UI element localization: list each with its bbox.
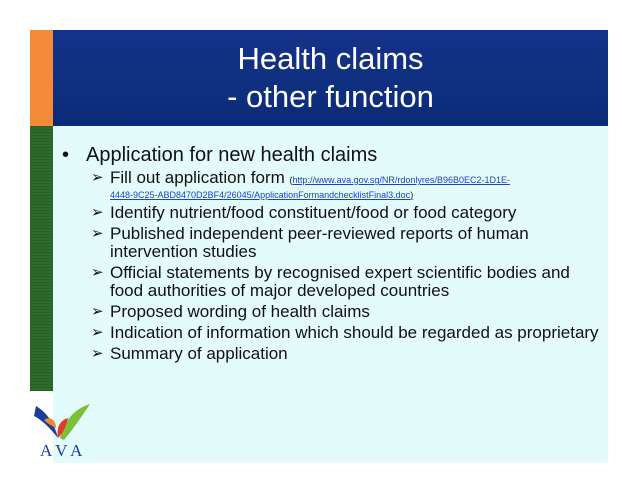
url-close-paren: ) xyxy=(410,190,414,200)
slide-title xyxy=(53,40,608,116)
sub-bullet-list xyxy=(62,169,602,363)
list-item-text: Proposed wording of health claims xyxy=(110,302,370,321)
logo-text: AVA xyxy=(40,441,88,460)
orange-accent-bar xyxy=(30,30,53,126)
list-item-text: Identify nutrient/food constituent/food or food category xyxy=(110,203,517,222)
list-item xyxy=(62,324,602,342)
bullet-dot-icon: • xyxy=(62,144,70,166)
arrow-bullet-icon: ➢ xyxy=(91,345,104,362)
application-form-link-cont[interactable]: 4448-9C25-ABD8470D2BF4/26045/ApplicationFormandchecklistFinal3.doc xyxy=(110,190,411,200)
list-item-text: Indication of information which should be regarded as proprietary xyxy=(110,323,599,342)
slide-body xyxy=(62,143,602,366)
arrow-bullet-icon: ➢ xyxy=(91,303,104,320)
list-item xyxy=(62,264,602,300)
title-line-1: Health claims xyxy=(237,41,424,76)
arrow-bullet-icon: ➢ xyxy=(91,225,104,242)
list-item-text: Official statements by recognised expert scientific bodies and food authorities of major developed countries xyxy=(110,263,570,300)
list-item xyxy=(62,169,602,201)
list-item-text: Summary of application xyxy=(110,344,288,363)
main-bullet xyxy=(62,143,602,167)
list-item xyxy=(62,204,602,222)
arrow-bullet-icon: ➢ xyxy=(91,169,104,186)
arrow-bullet-icon: ➢ xyxy=(91,204,104,221)
list-item xyxy=(62,225,602,261)
title-line-2: - other function xyxy=(227,79,434,114)
list-item xyxy=(62,345,602,363)
main-bullet-text: Application for new health claims xyxy=(86,144,378,166)
arrow-bullet-icon: ➢ xyxy=(91,324,104,341)
url-open-paren: ( xyxy=(289,175,293,185)
list-item xyxy=(62,303,602,321)
green-accent-bar xyxy=(30,126,53,391)
arrow-bullet-icon: ➢ xyxy=(91,264,104,281)
application-form-link[interactable]: http://www.ava.gov.sg/NR/rdonlyres/B96B0EC2-1D1E- xyxy=(292,175,510,185)
list-item-text: Published independent peer-reviewed reports of human intervention studies xyxy=(110,224,529,261)
list-item-text: Fill out application form xyxy=(110,168,285,187)
